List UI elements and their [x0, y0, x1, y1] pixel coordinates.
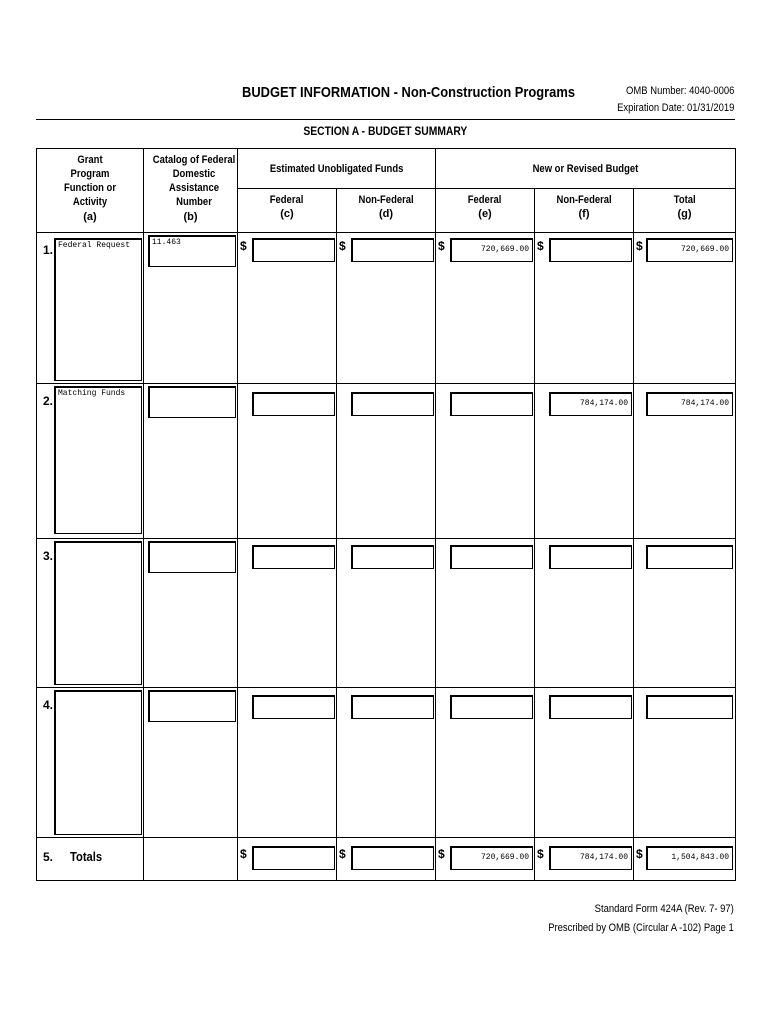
row-number: 3. — [43, 549, 54, 563]
row1-cfda-cell — [144, 233, 238, 384]
row-number: 5. — [43, 850, 54, 864]
new-nonfederal-field[interactable]: 784,174.00 — [549, 392, 632, 416]
col-b-header: Catalog of Federal Domestic Assistance Number (b) — [144, 149, 238, 233]
expiration-date: Expiration Date: 01/31/2019 — [616, 102, 734, 114]
new-budget-group-header: New or Revised Budget — [436, 149, 736, 189]
dollar-sign: $ — [636, 847, 643, 861]
cfda-field[interactable] — [148, 541, 236, 573]
total-new-federal-field[interactable]: 720,669.00 — [450, 846, 533, 870]
dollar-sign: $ — [438, 847, 445, 861]
activity-field[interactable]: Matching Funds — [54, 386, 142, 534]
col-d-header: Non-Federal (d) — [337, 189, 436, 233]
new-nonfederal-field[interactable] — [549, 545, 632, 569]
row-number: 4. — [43, 698, 54, 712]
total-field[interactable] — [646, 695, 733, 719]
dollar-sign: $ — [240, 847, 247, 861]
col-c-header: Federal (c) — [238, 189, 337, 233]
unobligated-federal-field[interactable] — [252, 695, 335, 719]
col-b-letter: (b) — [183, 211, 198, 223]
form-name: Standard Form 424A (Rev. 7- 97) — [594, 903, 734, 915]
cfda-field[interactable] — [148, 690, 236, 722]
form-title: BUDGET INFORMATION - Non-Construction Programs — [242, 84, 576, 101]
unobligated-group-header: Estimated Unobligated Funds — [238, 149, 436, 189]
table-row — [37, 688, 736, 838]
omb-number: OMB Number: 4040-0006 — [625, 85, 734, 97]
col-g-header: Total (g) — [634, 189, 736, 233]
col-a-letter: (a) — [83, 211, 97, 223]
activity-field[interactable] — [54, 690, 142, 835]
total-field[interactable]: 720,669.00 — [646, 238, 733, 262]
row-number: 1. — [43, 243, 54, 257]
col-a-header: Grant Program Function or Activity (a) — [37, 149, 144, 233]
unobligated-federal-field[interactable] — [252, 392, 335, 416]
table-row — [37, 233, 736, 384]
dollar-sign: $ — [537, 239, 544, 253]
total-field[interactable] — [646, 545, 733, 569]
section-title: SECTION A - BUDGET SUMMARY — [303, 124, 467, 138]
unobligated-nonfederal-field[interactable] — [351, 695, 434, 719]
col-f-header: Non-Federal (f) — [535, 189, 634, 233]
row-number: 2. — [43, 394, 54, 408]
activity-field[interactable]: Federal Request — [54, 238, 142, 381]
total-unobligated-nonfederal-field[interactable] — [351, 846, 434, 870]
header-divider — [36, 119, 735, 120]
table-row — [37, 384, 736, 539]
new-nonfederal-field[interactable] — [549, 238, 632, 262]
new-federal-field[interactable] — [450, 545, 533, 569]
new-federal-field[interactable]: 720,669.00 — [450, 238, 533, 262]
cfda-field[interactable]: 11.463 — [148, 235, 236, 267]
unobligated-nonfederal-field[interactable] — [351, 545, 434, 569]
totals-row — [37, 838, 736, 881]
prescribed-by: Prescribed by OMB (Circular A -102) Page 1 — [548, 922, 734, 934]
totals-label-cell — [37, 838, 238, 881]
unobligated-nonfederal-field[interactable] — [351, 238, 434, 262]
activity-field[interactable] — [54, 541, 142, 685]
total-unobligated-federal-field[interactable] — [252, 846, 335, 870]
grand-total-field[interactable]: 1,504,843.00 — [646, 846, 733, 870]
new-federal-field[interactable] — [450, 695, 533, 719]
dollar-sign: $ — [339, 239, 346, 253]
row1-activity-cell — [37, 233, 144, 384]
table-row — [37, 539, 736, 688]
col-e-header: Federal (e) — [436, 189, 535, 233]
dollar-sign: $ — [240, 239, 247, 253]
total-field[interactable]: 784,174.00 — [646, 392, 733, 416]
dollar-sign: $ — [438, 239, 445, 253]
unobligated-federal-field[interactable] — [252, 545, 335, 569]
new-federal-field[interactable] — [450, 392, 533, 416]
dollar-sign: $ — [537, 847, 544, 861]
totals-label: Totals — [70, 849, 103, 864]
unobligated-nonfederal-field[interactable] — [351, 392, 434, 416]
cfda-field[interactable] — [148, 386, 236, 418]
total-new-nonfederal-field[interactable]: 784,174.00 — [549, 846, 632, 870]
dollar-sign: $ — [636, 239, 643, 253]
budget-summary-table — [36, 148, 736, 881]
new-nonfederal-field[interactable] — [549, 695, 632, 719]
omb-info — [617, 83, 734, 117]
unobligated-federal-field[interactable] — [252, 238, 335, 262]
dollar-sign: $ — [339, 847, 346, 861]
